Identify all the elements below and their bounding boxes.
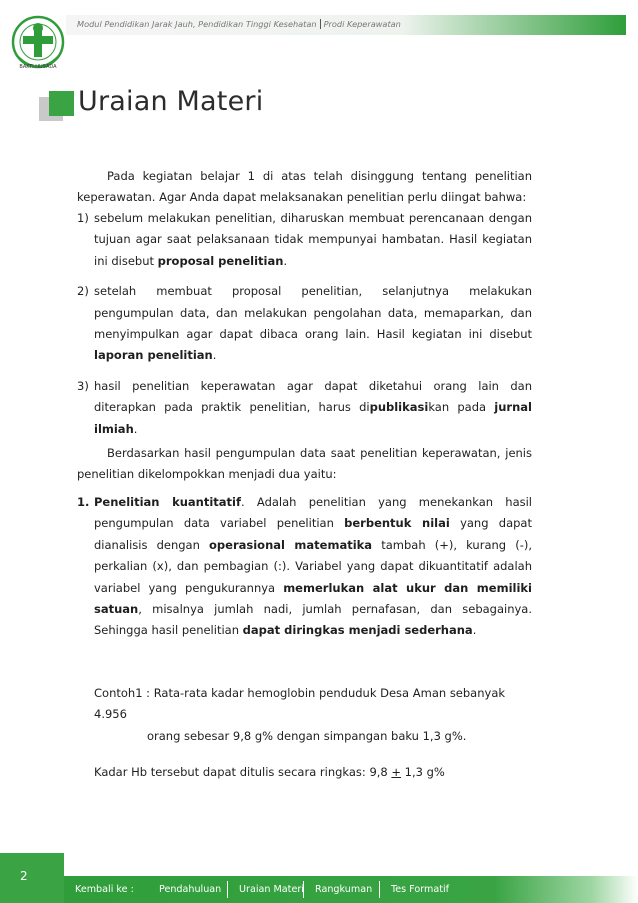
nav-link-rangkuman[interactable]: Rangkuman — [303, 881, 379, 898]
research-types-list — [77, 492, 532, 642]
logo-text: BAKTI HUSADA — [19, 64, 57, 70]
page-title: Uraian Materi — [78, 86, 264, 117]
classification-paragraph: Berdasarkan hasil pengumpulan data saat penelitian keperawatan, jenis penelitian dikelompokkan menjadi dua yaitu: — [77, 446, 532, 482]
list-item — [77, 376, 532, 440]
list-text: . — [283, 253, 288, 268]
list-text: yang dapat dianalisis dengan — [94, 516, 532, 552]
header-text — [77, 19, 401, 29]
summary-text: Kadar Hb tersebut dapat ditulis secara ringkas: 9,8 — [94, 765, 392, 779]
list-item — [77, 208, 532, 272]
header-separator — [320, 19, 321, 29]
list-text: . — [133, 421, 138, 436]
example-summary — [94, 762, 534, 783]
emphasis-text: berbentuk nilai — [344, 516, 450, 531]
list-text: sebelum melakukan penelitian, diharuskan membuat perencanaan dengan tujuan agar saat pelaksanaan tidak mempunyai hambatan. Hasil kegiatan ini disebut — [94, 211, 532, 268]
requirements-list — [77, 208, 532, 449]
program-text: Prodi Keperawatan — [323, 19, 401, 29]
list-text: . — [212, 348, 217, 363]
emphasis-text: proposal penelitian — [157, 253, 284, 268]
emphasis-text: operasional matematika — [209, 537, 373, 552]
emphasis-text: jurnal ilmiah — [94, 400, 532, 436]
list-text: setelah membuat proposal penelitian, selanjutnya melakukan pengumpulan data, dan melakukan pengolahan data, memaparkan, dan menyimpulkan agar dapat dibaca orang lain. Hasil kegiatan ini disebut — [94, 284, 532, 342]
emphasis-text: publikasi — [369, 400, 429, 415]
back-label: Kembali ke : — [75, 884, 134, 895]
example-block — [94, 683, 534, 747]
emphasis-text: laporan penelitian — [94, 348, 213, 363]
example-line: Contoh1 : Rata-rata kadar hemoglobin penduduk Desa Aman sebanyak 4.956 — [94, 686, 506, 722]
title-square-green — [49, 91, 74, 116]
list-number: 3) — [77, 378, 89, 393]
list-text: . Adalah penelitian yang menekankan hasil pengumpulan data variabel penelitian — [94, 495, 533, 531]
nav-link-tes-formatif[interactable]: Tes Formatif — [379, 881, 460, 898]
list-text: tambah (+), kurang (-), perkalian (x), dan pembagian (:). Variabel yang dapat dikuantitatif adalah variabel yang pengukurannya — [94, 537, 532, 595]
nav-link-uraian-materi[interactable]: Uraian Materi — [227, 881, 303, 898]
list-item — [77, 492, 532, 642]
module-text: Modul Pendidikan Jarak Jauh, Pendidikan Tinggi Kesehatan — [77, 19, 317, 29]
plus-minus-sign: + — [391, 765, 402, 779]
list-text: , misalnya jumlah nadi, jumlah pernafasan, dan sebagainya. Sehingga hasil penelitian — [94, 602, 532, 638]
emphasis-text: memerlukan alat ukur dan memiliki satuan — [94, 580, 532, 617]
footer-nav — [64, 876, 460, 903]
example-line: orang sebesar 9,8 g% dengan simpangan baku 1,3 g%. — [147, 728, 467, 743]
list-number: 1) — [77, 211, 89, 225]
intro-paragraph: Pada kegiatan belajar 1 di atas telah disinggung tentang penelitian keperawatan. Agar Anda dapat melaksanakan penelitian perlu diingat bahwa: — [77, 169, 532, 205]
list-number: 1. — [77, 495, 90, 509]
emphasis-text: dapat diringkas menjadi sederhana — [242, 623, 473, 638]
list-number: 2) — [77, 284, 89, 299]
list-text: kan pada — [428, 400, 495, 415]
emphasis-text: Penelitian kuantitatif — [94, 495, 242, 509]
bakti-husada-logo-icon — [10, 6, 66, 80]
page-number-box — [0, 853, 64, 903]
list-item — [77, 281, 532, 367]
list-text: hasil penelitian keperawatan agar dapat diketahui orang lain dan diterapkan pada praktik penelitian, harus di — [94, 378, 532, 415]
list-text: . — [472, 623, 477, 638]
page-number: 2 — [20, 869, 28, 883]
nav-link-pendahuluan[interactable]: Pendahuluan — [159, 884, 222, 895]
summary-text: 1,3 g% — [401, 765, 445, 779]
